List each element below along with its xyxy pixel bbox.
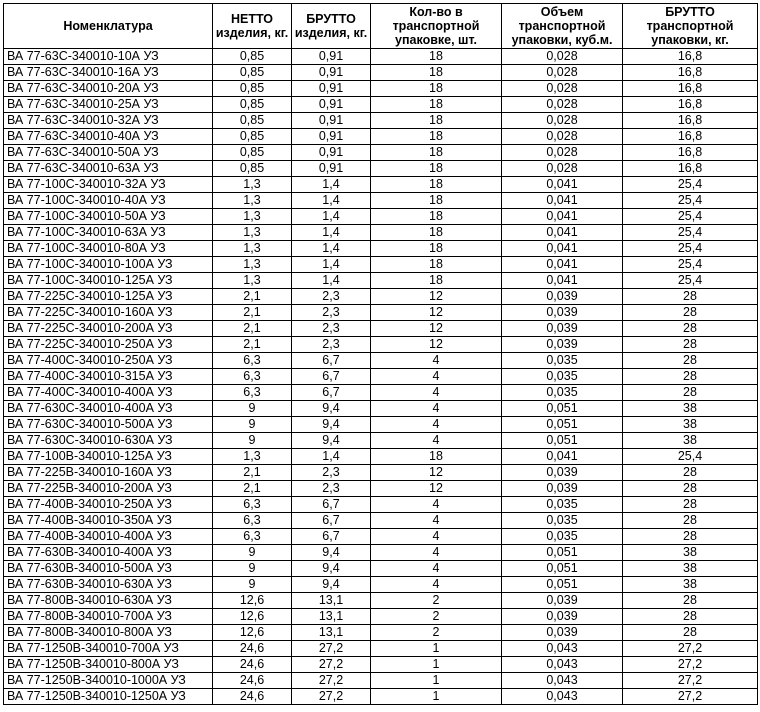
cell-pack-gross-weight: 28 xyxy=(623,513,758,529)
table-row xyxy=(4,257,758,273)
cell-pack-gross-weight: 25,4 xyxy=(623,273,758,289)
cell-gross-weight: 0,91 xyxy=(292,145,371,161)
cell-net-weight: 1,3 xyxy=(213,209,292,225)
cell-pack-quantity: 4 xyxy=(371,529,502,545)
cell-gross-weight: 1,4 xyxy=(292,449,371,465)
cell-pack-volume: 0,051 xyxy=(502,577,623,593)
cell-net-weight: 0,85 xyxy=(213,145,292,161)
cell-net-weight: 1,3 xyxy=(213,225,292,241)
table-row xyxy=(4,289,758,305)
table-row xyxy=(4,129,758,145)
cell-gross-weight: 9,4 xyxy=(292,561,371,577)
table-row xyxy=(4,113,758,129)
header-pack-quantity: Кол-во в транспортной упаковке, шт. xyxy=(371,4,502,49)
cell-gross-weight: 1,4 xyxy=(292,257,371,273)
table-row xyxy=(4,353,758,369)
table-row xyxy=(4,161,758,177)
cell-pack-quantity: 18 xyxy=(371,241,502,257)
cell-pack-quantity: 18 xyxy=(371,161,502,177)
cell-net-weight: 1,3 xyxy=(213,449,292,465)
cell-pack-quantity: 4 xyxy=(371,369,502,385)
cell-pack-quantity: 12 xyxy=(371,321,502,337)
cell-pack-volume: 0,028 xyxy=(502,49,623,65)
cell-pack-volume: 0,041 xyxy=(502,241,623,257)
cell-gross-weight: 6,7 xyxy=(292,529,371,545)
cell-nomenclature: ВА 77-100С-340010-125А УЗ xyxy=(4,273,213,289)
cell-gross-weight: 9,4 xyxy=(292,401,371,417)
cell-pack-volume: 0,028 xyxy=(502,161,623,177)
cell-nomenclature: ВА 77-400В-340010-400А УЗ xyxy=(4,529,213,545)
cell-pack-quantity: 18 xyxy=(371,209,502,225)
cell-nomenclature: ВА 77-1250В-340010-1000А УЗ xyxy=(4,673,213,689)
cell-pack-gross-weight: 25,4 xyxy=(623,449,758,465)
cell-pack-volume: 0,039 xyxy=(502,337,623,353)
cell-pack-gross-weight: 28 xyxy=(623,593,758,609)
cell-net-weight: 24,6 xyxy=(213,673,292,689)
cell-nomenclature: ВА 77-63С-340010-63А УЗ xyxy=(4,161,213,177)
cell-pack-gross-weight: 27,2 xyxy=(623,689,758,705)
cell-gross-weight: 27,2 xyxy=(292,657,371,673)
cell-nomenclature: ВА 77-1250В-340010-700А УЗ xyxy=(4,641,213,657)
cell-pack-volume: 0,035 xyxy=(502,385,623,401)
cell-pack-volume: 0,051 xyxy=(502,561,623,577)
cell-pack-volume: 0,039 xyxy=(502,465,623,481)
cell-pack-quantity: 12 xyxy=(371,465,502,481)
cell-pack-quantity: 18 xyxy=(371,177,502,193)
cell-net-weight: 2,1 xyxy=(213,321,292,337)
cell-pack-gross-weight: 27,2 xyxy=(623,657,758,673)
table-row xyxy=(4,625,758,641)
cell-nomenclature: ВА 77-100С-340010-80А УЗ xyxy=(4,241,213,257)
cell-net-weight: 9 xyxy=(213,561,292,577)
cell-pack-quantity: 2 xyxy=(371,593,502,609)
cell-pack-volume: 0,028 xyxy=(502,113,623,129)
cell-pack-gross-weight: 28 xyxy=(623,337,758,353)
cell-nomenclature: ВА 77-100С-340010-63А УЗ xyxy=(4,225,213,241)
cell-nomenclature: ВА 77-63С-340010-50А УЗ xyxy=(4,145,213,161)
cell-pack-gross-weight: 16,8 xyxy=(623,65,758,81)
table-row xyxy=(4,609,758,625)
cell-nomenclature: ВА 77-225С-340010-125А УЗ xyxy=(4,289,213,305)
cell-pack-volume: 0,043 xyxy=(502,689,623,705)
cell-pack-quantity: 4 xyxy=(371,433,502,449)
cell-pack-quantity: 4 xyxy=(371,353,502,369)
cell-net-weight: 24,6 xyxy=(213,657,292,673)
cell-gross-weight: 1,4 xyxy=(292,225,371,241)
cell-pack-gross-weight: 28 xyxy=(623,289,758,305)
cell-pack-gross-weight: 25,4 xyxy=(623,225,758,241)
cell-net-weight: 9 xyxy=(213,417,292,433)
cell-gross-weight: 9,4 xyxy=(292,577,371,593)
cell-net-weight: 12,6 xyxy=(213,625,292,641)
cell-pack-volume: 0,051 xyxy=(502,545,623,561)
table-row xyxy=(4,593,758,609)
cell-net-weight: 2,1 xyxy=(213,289,292,305)
cell-nomenclature: ВА 77-225В-340010-200А УЗ xyxy=(4,481,213,497)
cell-gross-weight: 1,4 xyxy=(292,273,371,289)
cell-pack-quantity: 18 xyxy=(371,129,502,145)
cell-pack-volume: 0,041 xyxy=(502,257,623,273)
cell-gross-weight: 0,91 xyxy=(292,129,371,145)
cell-gross-weight: 27,2 xyxy=(292,641,371,657)
table-header xyxy=(4,4,758,49)
cell-nomenclature: ВА 77-100С-340010-32А УЗ xyxy=(4,177,213,193)
cell-pack-quantity: 4 xyxy=(371,417,502,433)
cell-gross-weight: 0,91 xyxy=(292,81,371,97)
table-row xyxy=(4,49,758,65)
cell-gross-weight: 1,4 xyxy=(292,209,371,225)
cell-nomenclature: ВА 77-225С-340010-160А УЗ xyxy=(4,305,213,321)
cell-pack-quantity: 4 xyxy=(371,385,502,401)
cell-gross-weight: 27,2 xyxy=(292,673,371,689)
cell-nomenclature: ВА 77-225В-340010-160А УЗ xyxy=(4,465,213,481)
cell-pack-volume: 0,051 xyxy=(502,417,623,433)
cell-nomenclature: ВА 77-630С-340010-500А УЗ xyxy=(4,417,213,433)
cell-gross-weight: 27,2 xyxy=(292,689,371,705)
cell-pack-volume: 0,035 xyxy=(502,497,623,513)
cell-gross-weight: 6,7 xyxy=(292,513,371,529)
cell-nomenclature: ВА 77-400С-340010-400А УЗ xyxy=(4,385,213,401)
cell-pack-volume: 0,035 xyxy=(502,353,623,369)
table-row xyxy=(4,401,758,417)
table-row xyxy=(4,417,758,433)
cell-pack-volume: 0,043 xyxy=(502,657,623,673)
table-row xyxy=(4,81,758,97)
cell-net-weight: 12,6 xyxy=(213,593,292,609)
cell-net-weight: 0,85 xyxy=(213,49,292,65)
cell-pack-gross-weight: 16,8 xyxy=(623,129,758,145)
cell-gross-weight: 0,91 xyxy=(292,97,371,113)
header-net-weight: НЕТТО изделия, кг. xyxy=(213,4,292,49)
cell-nomenclature: ВА 77-63С-340010-20А УЗ xyxy=(4,81,213,97)
cell-pack-volume: 0,039 xyxy=(502,481,623,497)
cell-nomenclature: ВА 77-1250В-340010-800А УЗ xyxy=(4,657,213,673)
cell-pack-volume: 0,041 xyxy=(502,225,623,241)
cell-pack-gross-weight: 25,4 xyxy=(623,193,758,209)
cell-net-weight: 0,85 xyxy=(213,81,292,97)
cell-nomenclature: ВА 77-100С-340010-50А УЗ xyxy=(4,209,213,225)
cell-net-weight: 0,85 xyxy=(213,129,292,145)
cell-net-weight: 9 xyxy=(213,433,292,449)
cell-nomenclature: ВА 77-100В-340010-125А УЗ xyxy=(4,449,213,465)
cell-pack-gross-weight: 38 xyxy=(623,401,758,417)
table-row xyxy=(4,641,758,657)
cell-pack-gross-weight: 28 xyxy=(623,609,758,625)
cell-nomenclature: ВА 77-800В-340010-800А УЗ xyxy=(4,625,213,641)
cell-nomenclature: ВА 77-100С-340010-100А УЗ xyxy=(4,257,213,273)
table-row xyxy=(4,465,758,481)
cell-pack-gross-weight: 28 xyxy=(623,385,758,401)
cell-pack-volume: 0,028 xyxy=(502,129,623,145)
cell-pack-quantity: 1 xyxy=(371,689,502,705)
cell-pack-gross-weight: 25,4 xyxy=(623,241,758,257)
cell-pack-quantity: 18 xyxy=(371,97,502,113)
cell-pack-quantity: 2 xyxy=(371,609,502,625)
cell-pack-quantity: 4 xyxy=(371,545,502,561)
cell-pack-gross-weight: 28 xyxy=(623,321,758,337)
cell-nomenclature: ВА 77-400С-340010-315А УЗ xyxy=(4,369,213,385)
cell-pack-quantity: 18 xyxy=(371,113,502,129)
cell-pack-volume: 0,043 xyxy=(502,641,623,657)
cell-gross-weight: 9,4 xyxy=(292,433,371,449)
cell-pack-gross-weight: 28 xyxy=(623,305,758,321)
cell-pack-gross-weight: 16,8 xyxy=(623,97,758,113)
cell-pack-volume: 0,041 xyxy=(502,273,623,289)
cell-pack-gross-weight: 27,2 xyxy=(623,641,758,657)
cell-net-weight: 12,6 xyxy=(213,609,292,625)
cell-gross-weight: 2,3 xyxy=(292,465,371,481)
cell-pack-gross-weight: 28 xyxy=(623,369,758,385)
cell-gross-weight: 1,4 xyxy=(292,241,371,257)
cell-pack-volume: 0,039 xyxy=(502,625,623,641)
table-row xyxy=(4,209,758,225)
table-row xyxy=(4,561,758,577)
cell-pack-gross-weight: 16,8 xyxy=(623,145,758,161)
cell-gross-weight: 9,4 xyxy=(292,545,371,561)
cell-gross-weight: 13,1 xyxy=(292,593,371,609)
cell-nomenclature: ВА 77-63С-340010-25А УЗ xyxy=(4,97,213,113)
cell-gross-weight: 2,3 xyxy=(292,305,371,321)
cell-nomenclature: ВА 77-400С-340010-250А УЗ xyxy=(4,353,213,369)
table-row xyxy=(4,337,758,353)
cell-pack-volume: 0,035 xyxy=(502,369,623,385)
cell-pack-gross-weight: 28 xyxy=(623,497,758,513)
cell-pack-quantity: 4 xyxy=(371,513,502,529)
cell-net-weight: 24,6 xyxy=(213,689,292,705)
cell-pack-quantity: 12 xyxy=(371,289,502,305)
cell-pack-volume: 0,039 xyxy=(502,593,623,609)
cell-pack-quantity: 4 xyxy=(371,577,502,593)
cell-nomenclature: ВА 77-400В-340010-250А УЗ xyxy=(4,497,213,513)
cell-nomenclature: ВА 77-1250В-340010-1250А УЗ xyxy=(4,689,213,705)
cell-gross-weight: 0,91 xyxy=(292,113,371,129)
cell-net-weight: 1,3 xyxy=(213,193,292,209)
cell-net-weight: 6,3 xyxy=(213,529,292,545)
cell-net-weight: 1,3 xyxy=(213,273,292,289)
cell-pack-volume: 0,041 xyxy=(502,209,623,225)
cell-net-weight: 6,3 xyxy=(213,497,292,513)
cell-gross-weight: 6,7 xyxy=(292,385,371,401)
cell-gross-weight: 9,4 xyxy=(292,417,371,433)
header-pack-volume: Объем транспортной упаковки, куб.м. xyxy=(502,4,623,49)
cell-pack-volume: 0,051 xyxy=(502,401,623,417)
table-row xyxy=(4,577,758,593)
cell-pack-quantity: 18 xyxy=(371,449,502,465)
cell-gross-weight: 13,1 xyxy=(292,609,371,625)
cell-pack-quantity: 18 xyxy=(371,145,502,161)
cell-nomenclature: ВА 77-630С-340010-400А УЗ xyxy=(4,401,213,417)
table-row xyxy=(4,305,758,321)
cell-pack-quantity: 4 xyxy=(371,401,502,417)
table-row xyxy=(4,193,758,209)
table-row xyxy=(4,273,758,289)
packaging-table xyxy=(3,3,758,705)
cell-net-weight: 9 xyxy=(213,401,292,417)
cell-gross-weight: 2,3 xyxy=(292,481,371,497)
header-gross-weight: БРУТТО изделия, кг. xyxy=(292,4,371,49)
cell-pack-volume: 0,035 xyxy=(502,529,623,545)
cell-pack-volume: 0,041 xyxy=(502,177,623,193)
table-row xyxy=(4,449,758,465)
table-row xyxy=(4,385,758,401)
cell-nomenclature: ВА 77-63С-340010-10А УЗ xyxy=(4,49,213,65)
cell-pack-quantity: 18 xyxy=(371,81,502,97)
cell-pack-quantity: 18 xyxy=(371,49,502,65)
cell-gross-weight: 1,4 xyxy=(292,193,371,209)
table-body xyxy=(4,49,758,705)
cell-nomenclature: ВА 77-800В-340010-700А УЗ xyxy=(4,609,213,625)
cell-pack-quantity: 18 xyxy=(371,65,502,81)
table-row xyxy=(4,497,758,513)
table-row xyxy=(4,433,758,449)
cell-pack-gross-weight: 28 xyxy=(623,529,758,545)
cell-pack-quantity: 1 xyxy=(371,673,502,689)
cell-pack-quantity: 1 xyxy=(371,657,502,673)
cell-gross-weight: 1,4 xyxy=(292,177,371,193)
cell-pack-gross-weight: 28 xyxy=(623,625,758,641)
cell-net-weight: 2,1 xyxy=(213,481,292,497)
cell-gross-weight: 0,91 xyxy=(292,65,371,81)
cell-net-weight: 0,85 xyxy=(213,97,292,113)
cell-pack-gross-weight: 25,4 xyxy=(623,177,758,193)
cell-pack-volume: 0,035 xyxy=(502,513,623,529)
cell-pack-volume: 0,028 xyxy=(502,81,623,97)
cell-nomenclature: ВА 77-63С-340010-40А УЗ xyxy=(4,129,213,145)
cell-pack-quantity: 18 xyxy=(371,257,502,273)
cell-nomenclature: ВА 77-100С-340010-40А УЗ xyxy=(4,193,213,209)
cell-pack-gross-weight: 16,8 xyxy=(623,81,758,97)
cell-nomenclature: ВА 77-800В-340010-630А УЗ xyxy=(4,593,213,609)
cell-pack-quantity: 2 xyxy=(371,625,502,641)
table-row xyxy=(4,241,758,257)
cell-pack-volume: 0,041 xyxy=(502,449,623,465)
cell-pack-gross-weight: 16,8 xyxy=(623,113,758,129)
cell-pack-gross-weight: 25,4 xyxy=(623,209,758,225)
cell-net-weight: 9 xyxy=(213,545,292,561)
header-nomenclature: Номенклатура xyxy=(4,4,213,49)
cell-gross-weight: 0,91 xyxy=(292,49,371,65)
cell-nomenclature: ВА 77-630В-340010-500А УЗ xyxy=(4,561,213,577)
table-row xyxy=(4,529,758,545)
cell-pack-gross-weight: 28 xyxy=(623,481,758,497)
cell-pack-volume: 0,039 xyxy=(502,609,623,625)
cell-net-weight: 9 xyxy=(213,577,292,593)
table-row xyxy=(4,689,758,705)
table-row xyxy=(4,369,758,385)
cell-gross-weight: 2,3 xyxy=(292,337,371,353)
cell-net-weight: 6,3 xyxy=(213,513,292,529)
cell-nomenclature: ВА 77-63С-340010-16А УЗ xyxy=(4,65,213,81)
cell-nomenclature: ВА 77-400В-340010-350А УЗ xyxy=(4,513,213,529)
cell-pack-gross-weight: 27,2 xyxy=(623,673,758,689)
cell-pack-volume: 0,039 xyxy=(502,321,623,337)
cell-pack-quantity: 12 xyxy=(371,481,502,497)
cell-pack-quantity: 4 xyxy=(371,561,502,577)
cell-net-weight: 6,3 xyxy=(213,353,292,369)
cell-nomenclature: ВА 77-225С-340010-250А УЗ xyxy=(4,337,213,353)
cell-pack-volume: 0,028 xyxy=(502,145,623,161)
cell-net-weight: 0,85 xyxy=(213,161,292,177)
cell-nomenclature: ВА 77-630С-340010-630А УЗ xyxy=(4,433,213,449)
table-row xyxy=(4,145,758,161)
cell-pack-gross-weight: 38 xyxy=(623,433,758,449)
cell-pack-volume: 0,043 xyxy=(502,673,623,689)
table-row xyxy=(4,657,758,673)
cell-pack-volume: 0,039 xyxy=(502,305,623,321)
cell-gross-weight: 6,7 xyxy=(292,353,371,369)
cell-gross-weight: 6,7 xyxy=(292,369,371,385)
cell-net-weight: 1,3 xyxy=(213,257,292,273)
cell-pack-gross-weight: 38 xyxy=(623,417,758,433)
cell-pack-volume: 0,028 xyxy=(502,97,623,113)
cell-net-weight: 2,1 xyxy=(213,337,292,353)
cell-pack-gross-weight: 38 xyxy=(623,561,758,577)
cell-gross-weight: 13,1 xyxy=(292,625,371,641)
cell-gross-weight: 2,3 xyxy=(292,289,371,305)
cell-pack-quantity: 12 xyxy=(371,337,502,353)
table-row xyxy=(4,177,758,193)
cell-pack-gross-weight: 16,8 xyxy=(623,49,758,65)
cell-pack-quantity: 18 xyxy=(371,273,502,289)
table-row xyxy=(4,481,758,497)
cell-pack-quantity: 12 xyxy=(371,305,502,321)
cell-net-weight: 2,1 xyxy=(213,465,292,481)
cell-pack-volume: 0,041 xyxy=(502,193,623,209)
cell-pack-gross-weight: 28 xyxy=(623,353,758,369)
table-row xyxy=(4,545,758,561)
cell-pack-gross-weight: 28 xyxy=(623,465,758,481)
cell-pack-gross-weight: 25,4 xyxy=(623,257,758,273)
cell-pack-quantity: 18 xyxy=(371,225,502,241)
table-row xyxy=(4,673,758,689)
cell-nomenclature: ВА 77-63С-340010-32А УЗ xyxy=(4,113,213,129)
cell-nomenclature: ВА 77-630В-340010-630А УЗ xyxy=(4,577,213,593)
cell-pack-volume: 0,051 xyxy=(502,433,623,449)
table-row xyxy=(4,65,758,81)
cell-pack-quantity: 18 xyxy=(371,193,502,209)
cell-gross-weight: 0,91 xyxy=(292,161,371,177)
cell-pack-quantity: 1 xyxy=(371,641,502,657)
cell-net-weight: 1,3 xyxy=(213,241,292,257)
table-row xyxy=(4,513,758,529)
table-row xyxy=(4,97,758,113)
cell-net-weight: 1,3 xyxy=(213,177,292,193)
cell-gross-weight: 2,3 xyxy=(292,321,371,337)
cell-pack-volume: 0,028 xyxy=(502,65,623,81)
cell-pack-quantity: 4 xyxy=(371,497,502,513)
cell-net-weight: 0,85 xyxy=(213,65,292,81)
cell-pack-volume: 0,039 xyxy=(502,289,623,305)
cell-pack-gross-weight: 38 xyxy=(623,545,758,561)
header-row xyxy=(4,4,758,49)
cell-net-weight: 24,6 xyxy=(213,641,292,657)
cell-net-weight: 0,85 xyxy=(213,113,292,129)
cell-pack-gross-weight: 38 xyxy=(623,577,758,593)
table-row xyxy=(4,321,758,337)
cell-net-weight: 6,3 xyxy=(213,385,292,401)
header-pack-gross-weight: БРУТТО транспортной упаковки, кг. xyxy=(623,4,758,49)
cell-net-weight: 2,1 xyxy=(213,305,292,321)
cell-nomenclature: ВА 77-225С-340010-200А УЗ xyxy=(4,321,213,337)
cell-net-weight: 6,3 xyxy=(213,369,292,385)
table-row xyxy=(4,225,758,241)
cell-nomenclature: ВА 77-630В-340010-400А УЗ xyxy=(4,545,213,561)
cell-pack-gross-weight: 16,8 xyxy=(623,161,758,177)
cell-gross-weight: 6,7 xyxy=(292,497,371,513)
